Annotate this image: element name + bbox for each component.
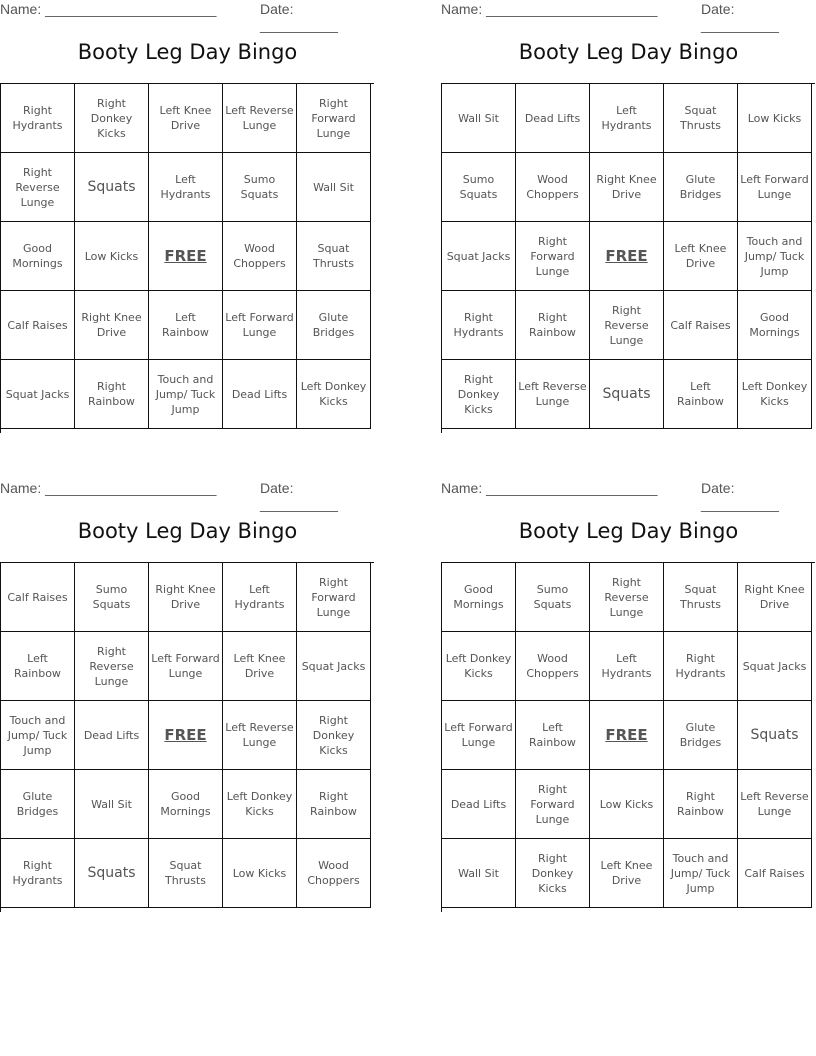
bingo-cell: Left Forward Lunge [223, 291, 297, 360]
name-field-label: Name: ______________________ [0, 480, 217, 496]
bingo-cell: Right Hydrants [664, 632, 738, 701]
bingo-cell: Wood Choppers [516, 153, 590, 222]
bingo-cell: Left Donkey Kicks [223, 770, 297, 839]
free-space-cell: FREE [149, 701, 223, 770]
bingo-grid [0, 562, 374, 912]
bingo-cell: Low Kicks [738, 84, 812, 153]
bingo-cell: Right Forward Lunge [297, 84, 371, 153]
card-title: Booty Leg Day Bingo [518, 40, 739, 64]
bingo-cell: Calf Raises [664, 291, 738, 360]
bingo-cell: Wall Sit [442, 84, 516, 153]
bingo-cell: Dead Lifts [75, 701, 149, 770]
bingo-cell: Wood Choppers [223, 222, 297, 291]
bingo-cell: Squat Jacks [442, 222, 516, 291]
bingo-cell: Good Mornings [442, 563, 516, 632]
bingo-cell: Left Knee Drive [590, 839, 664, 908]
bingo-cell: Right Reverse Lunge [590, 563, 664, 632]
free-space-cell: FREE [590, 701, 664, 770]
bingo-cell: Glute Bridges [664, 701, 738, 770]
bingo-cell: Right Knee Drive [75, 291, 149, 360]
bingo-cell: Right Reverse Lunge [1, 153, 75, 222]
date-field-label: Date: __________ [701, 1, 779, 33]
bingo-cell: Good Mornings [1, 222, 75, 291]
bingo-cell: Glute Bridges [297, 291, 371, 360]
bingo-cell: Good Mornings [149, 770, 223, 839]
bingo-cell: Right Reverse Lunge [75, 632, 149, 701]
bingo-cell: Left Knee Drive [664, 222, 738, 291]
bingo-cell: Left Hydrants [149, 153, 223, 222]
bingo-cell: Left Reverse Lunge [223, 84, 297, 153]
bingo-cell: Left Reverse Lunge [223, 701, 297, 770]
bingo-cell: Good Mornings [738, 291, 812, 360]
bingo-cell: Right Forward Lunge [516, 770, 590, 839]
bingo-cell: Squats [75, 153, 149, 222]
bingo-cell: Squats [590, 360, 664, 429]
bingo-cell: Calf Raises [738, 839, 812, 908]
bingo-cell: Left Hydrants [590, 84, 664, 153]
bingo-cell: Squat Thrusts [297, 222, 371, 291]
bingo-cell: Left Rainbow [516, 701, 590, 770]
bingo-cell: Squat Thrusts [664, 563, 738, 632]
bingo-cell: Dead Lifts [442, 770, 516, 839]
date-field-label: Date: __________ [260, 480, 338, 512]
free-space-cell: FREE [590, 222, 664, 291]
bingo-cell: Left Forward Lunge [442, 701, 516, 770]
bingo-cell: Left Rainbow [664, 360, 738, 429]
bingo-cell: Sumo Squats [223, 153, 297, 222]
bingo-cell: Right Hydrants [442, 291, 516, 360]
bingo-cell: Left Forward Lunge [149, 632, 223, 701]
date-field-label: Date: __________ [701, 480, 779, 512]
bingo-cell: Dead Lifts [516, 84, 590, 153]
bingo-cell: Squat Jacks [1, 360, 75, 429]
bingo-cell: Left Knee Drive [149, 84, 223, 153]
bingo-cell: Right Forward Lunge [516, 222, 590, 291]
bingo-cell: Left Hydrants [223, 563, 297, 632]
bingo-cell: Right Donkey Kicks [442, 360, 516, 429]
bingo-cell: Low Kicks [590, 770, 664, 839]
bingo-cell: Wood Choppers [516, 632, 590, 701]
free-space-cell: FREE [149, 222, 223, 291]
name-field-label: Name: ______________________ [0, 1, 217, 17]
bingo-cell: Wall Sit [442, 839, 516, 908]
bingo-cell: Left Donkey Kicks [738, 360, 812, 429]
card-title: Booty Leg Day Bingo [77, 40, 298, 64]
bingo-cell: Touch and Jump/ Tuck Jump [149, 360, 223, 429]
bingo-cell: Wall Sit [75, 770, 149, 839]
bingo-cell: Touch and Jump/ Tuck Jump [1, 701, 75, 770]
bingo-cell: Sumo Squats [442, 153, 516, 222]
bingo-cell: Touch and Jump/ Tuck Jump [738, 222, 812, 291]
bingo-cell: Squat Jacks [738, 632, 812, 701]
bingo-cell: Left Reverse Lunge [738, 770, 812, 839]
bingo-cell: Right Rainbow [75, 360, 149, 429]
bingo-cell: Left Donkey Kicks [442, 632, 516, 701]
bingo-cell: Low Kicks [75, 222, 149, 291]
bingo-cell: Dead Lifts [223, 360, 297, 429]
name-field-label: Name: ______________________ [441, 1, 658, 17]
bingo-cell: Right Hydrants [1, 84, 75, 153]
bingo-cell: Squat Thrusts [149, 839, 223, 908]
bingo-cell: Calf Raises [1, 291, 75, 360]
bingo-cell: Touch and Jump/ Tuck Jump [664, 839, 738, 908]
name-field-label: Name: ______________________ [441, 480, 658, 496]
bingo-cell: Right Donkey Kicks [75, 84, 149, 153]
bingo-cell: Right Knee Drive [149, 563, 223, 632]
name-date-line [0, 480, 375, 512]
bingo-cell: Right Rainbow [297, 770, 371, 839]
card-title: Booty Leg Day Bingo [77, 519, 298, 543]
bingo-cell: Right Donkey Kicks [516, 839, 590, 908]
card-title: Booty Leg Day Bingo [518, 519, 739, 543]
bingo-cell: Left Hydrants [590, 632, 664, 701]
bingo-cell: Glute Bridges [1, 770, 75, 839]
bingo-grid [441, 562, 815, 912]
bingo-cell: Right Knee Drive [590, 153, 664, 222]
bingo-cell: Left Reverse Lunge [516, 360, 590, 429]
bingo-cell: Squat Thrusts [664, 84, 738, 153]
bingo-cell: Right Knee Drive [738, 563, 812, 632]
name-date-line [441, 1, 816, 33]
date-field-label: Date: __________ [260, 1, 338, 33]
bingo-cell: Right Forward Lunge [297, 563, 371, 632]
bingo-cell: Glute Bridges [664, 153, 738, 222]
bingo-cell: Wall Sit [297, 153, 371, 222]
bingo-cell: Left Knee Drive [223, 632, 297, 701]
bingo-cell: Squats [738, 701, 812, 770]
bingo-cell: Right Hydrants [1, 839, 75, 908]
bingo-cell: Right Donkey Kicks [297, 701, 371, 770]
bingo-cell: Sumo Squats [75, 563, 149, 632]
bingo-cell: Sumo Squats [516, 563, 590, 632]
bingo-cell: Left Rainbow [1, 632, 75, 701]
bingo-cell: Calf Raises [1, 563, 75, 632]
bingo-cell: Wood Choppers [297, 839, 371, 908]
bingo-grid [441, 83, 815, 433]
bingo-cell: Left Donkey Kicks [297, 360, 371, 429]
bingo-cell: Squats [75, 839, 149, 908]
name-date-line [0, 1, 375, 33]
bingo-cell: Right Reverse Lunge [590, 291, 664, 360]
bingo-grid [0, 83, 374, 433]
bingo-cell: Right Rainbow [664, 770, 738, 839]
bingo-cell: Low Kicks [223, 839, 297, 908]
bingo-cell: Squat Jacks [297, 632, 371, 701]
name-date-line [441, 480, 816, 512]
bingo-cell: Right Rainbow [516, 291, 590, 360]
bingo-cell: Left Rainbow [149, 291, 223, 360]
bingo-cell: Left Forward Lunge [738, 153, 812, 222]
